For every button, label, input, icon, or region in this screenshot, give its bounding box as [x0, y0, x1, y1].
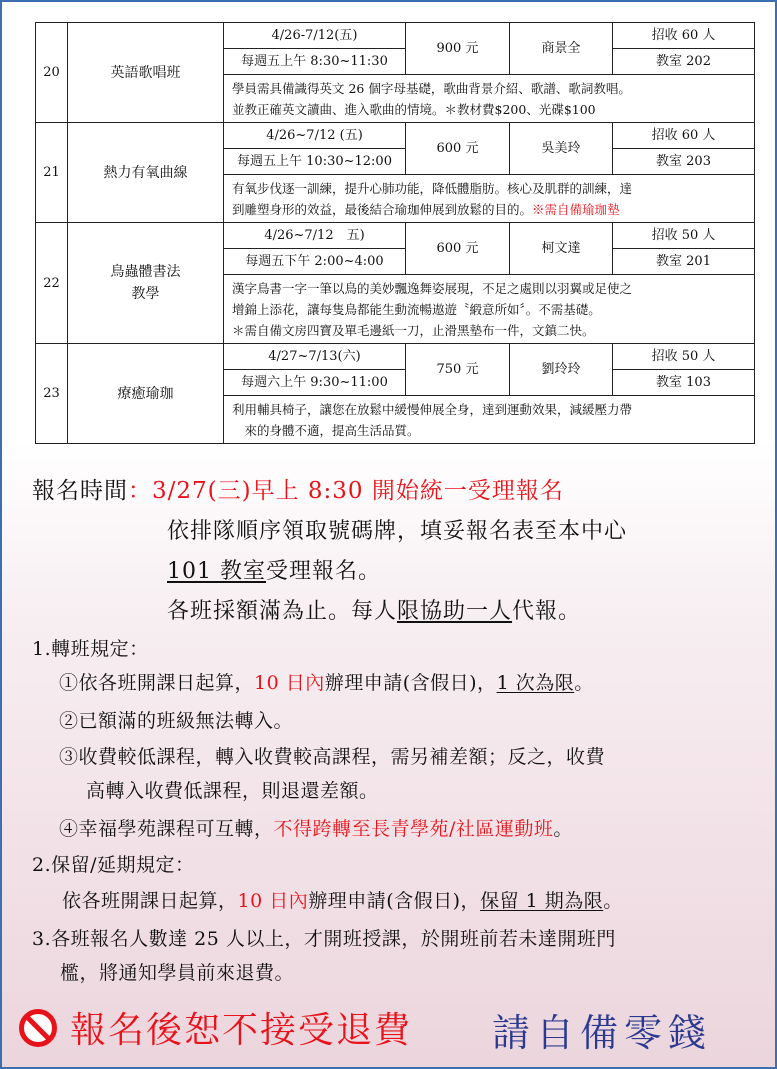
course-desc-line: ＊需自備文房四寶及單毛邊紙一刀，止滑黑墊布一件，文鎮二快。 — [232, 323, 595, 338]
course-time: 每週五下午 2:00~4:00 — [224, 249, 406, 275]
course-name-line: 英語歌唱班 — [110, 64, 181, 81]
course-name-line: 鳥蟲體書法 — [110, 264, 181, 280]
course-number: 21 — [36, 123, 68, 223]
course-quota: 招收 50 人 — [613, 344, 755, 370]
course-teacher: 劉玲玲 — [510, 344, 613, 396]
course-description — [224, 396, 755, 444]
course-name — [68, 223, 224, 344]
bring-change-notice: 請自備零錢 — [492, 1011, 713, 1055]
hold-rule: 依各班開課日起算，10 日內辦理申請(含假日)，保留 1 期為限。 — [62, 890, 623, 912]
course-room: 教室 203 — [613, 149, 755, 175]
transfer-rule-4: ④幸福學苑課程可互轉，不得跨轉至長青學苑/社區運動班。 — [59, 818, 573, 840]
min-enrollment-rule-b: 檻，將通知學員前來退費。 — [60, 962, 295, 984]
course-desc-line: 有氧步伐逐一訓練，提升心肺功能，降低體脂肪。核心及肌群的訓練，達 — [232, 181, 633, 196]
course-fee: 600 元 — [406, 223, 510, 275]
no-entry-icon — [18, 1008, 58, 1048]
course-teacher: 吳美玲 — [510, 123, 613, 175]
transfer-rule-3b: 高轉入收費低課程，則退還差額。 — [86, 780, 379, 802]
course-description — [224, 275, 755, 344]
course-date: 4/27~7/13(六) — [224, 344, 406, 370]
course-room: 教室 202 — [613, 49, 755, 75]
course-desc-line: 漢字鳥書一字一筆以鳥的美妙飄逸舞姿展現，不足之處則以羽翼或足使之 — [232, 281, 633, 296]
course-desc-line: 學員需具備識得英文 26 個字母基礎，歌曲背景介紹、歌譜、歌詞教唱。 — [232, 81, 631, 96]
course-desc-line: 並教正確英文讀曲、進入歌曲的情境。＊教材費$200、光碟$100 — [232, 102, 596, 117]
course-fee: 900 元 — [406, 23, 510, 75]
course-row — [36, 123, 755, 149]
course-number: 23 — [36, 344, 68, 444]
course-description — [224, 75, 755, 123]
course-name-line: 療癒瑜珈 — [117, 385, 174, 402]
course-room: 教室 103 — [613, 370, 755, 396]
course-time: 每週五上午 8:30~11:30 — [224, 49, 406, 75]
course-row — [36, 223, 755, 249]
course-name — [68, 123, 224, 223]
course-name — [68, 23, 224, 123]
registration-time: 報名時間：3/27(三)早上 8:30 開始統一受理報名 — [32, 478, 564, 504]
course-quota: 招收 50 人 — [613, 223, 755, 249]
transfer-rule-3a: ③收費較低課程，轉入收費較高課程，需另補差額；反之，收費 — [59, 746, 606, 768]
course-date: 4/26~7/12 (五) — [224, 123, 406, 149]
course-quota: 招收 60 人 — [613, 123, 755, 149]
course-desc-line: 到雕塑身形的效益，最後結合瑜珈伸展到放鬆的目的。※需自備瑜珈墊 — [232, 202, 620, 217]
course-fee: 600 元 — [406, 123, 510, 175]
course-number: 20 — [36, 23, 68, 123]
course-desc-line: 利用輔具椅子，讓您在放鬆中緩慢伸展全身，達到運動效果，減緩壓力帶 — [232, 402, 633, 417]
transfer-rule-2: ②已額滿的班級無法轉入。 — [59, 710, 294, 732]
course-teacher: 柯文達 — [510, 223, 613, 275]
course-table — [35, 22, 755, 444]
course-teacher: 商景全 — [510, 23, 613, 75]
course-description — [224, 175, 755, 223]
course-time: 每週五上午 10:30~12:00 — [224, 149, 406, 175]
course-name — [68, 344, 224, 444]
transfer-rule-title: 1.轉班規定： — [32, 638, 149, 660]
min-enrollment-rule-a: 3.各班報名人數達 25 人以上，才開班授課，於開班前若未達開班門 — [32, 928, 616, 950]
course-fee: 750 元 — [406, 344, 510, 396]
transfer-rule-1: ①依各班開課日起算，10 日內辦理申請(含假日)，1 次為限。 — [59, 672, 594, 694]
course-name-line: 熱力有氧曲線 — [103, 164, 188, 181]
registration-line-2: 依排隊順序領取號碼牌，填妥報名表至本中心 — [167, 519, 628, 544]
course-date: 4/26-7/12(五) — [224, 23, 406, 49]
no-refund-text: 報名後恕不接受退費 — [70, 1010, 413, 1051]
course-row — [36, 344, 755, 370]
course-time: 每週六上午 9:30~11:00 — [224, 370, 406, 396]
course-room: 教室 201 — [613, 249, 755, 275]
course-desc-line: 來的身體不適，提高生活品質。 — [232, 423, 420, 438]
registration-line-3: 101 教室受理報名。 — [167, 559, 382, 584]
course-date: 4/26~7/12 五) — [224, 223, 406, 249]
course-name-line: 教學 — [131, 286, 160, 302]
no-refund-notice — [18, 1002, 412, 1053]
course-desc-line: 增錦上添花，讓每隻鳥都能生動流暢遨遊〝緞意所如〞。不需基礎。 — [232, 302, 601, 317]
registration-start: 3/27(三)早上 8:30 開始統一受理報名 — [152, 478, 564, 504]
course-number: 22 — [36, 223, 68, 344]
hold-rule-title: 2.保留/延期規定： — [32, 854, 195, 876]
registration-line-4: 各班採額滿為止。每人限協助一人代報。 — [167, 599, 582, 624]
course-quota: 招收 60 人 — [613, 23, 755, 49]
course-row — [36, 23, 755, 49]
